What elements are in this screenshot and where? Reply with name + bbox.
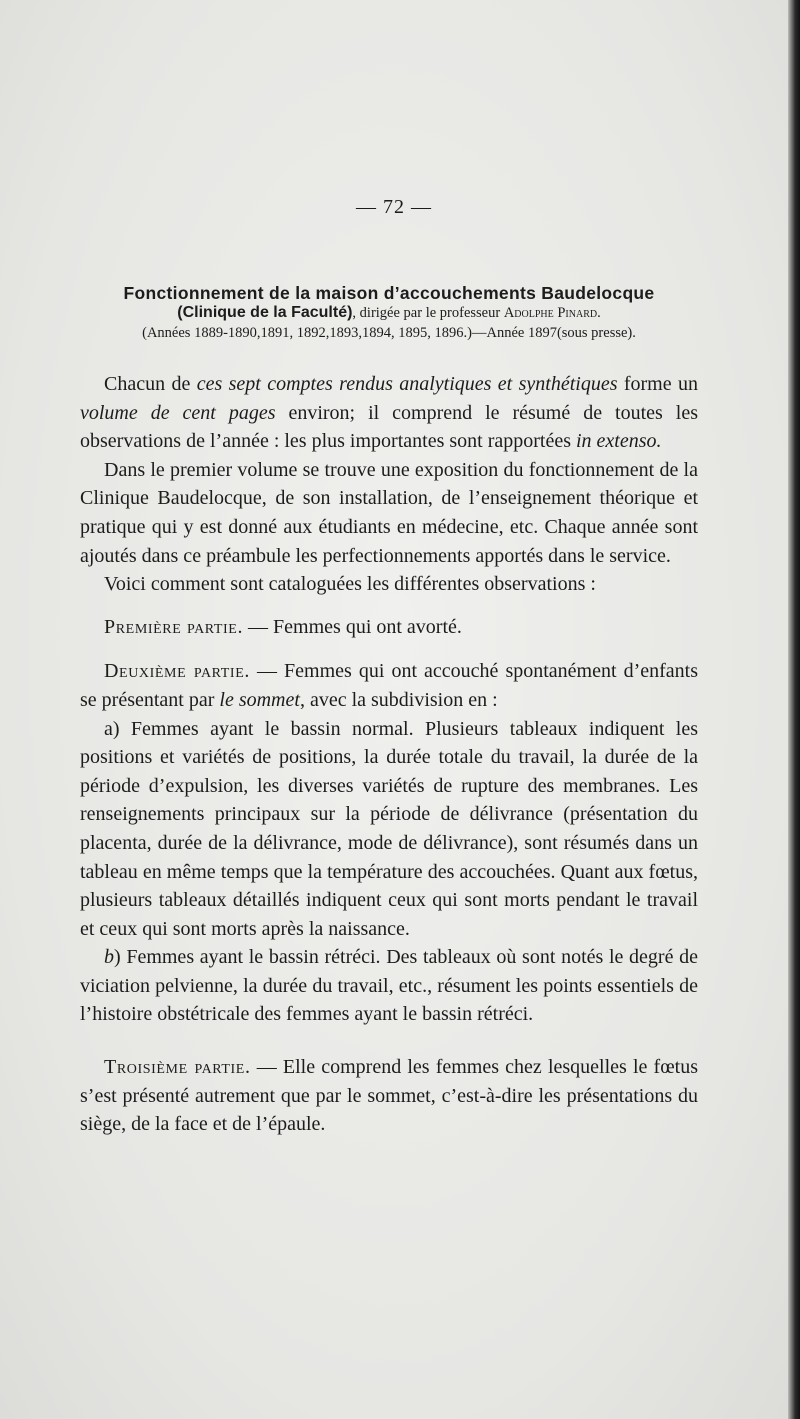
part-two: Deuxième partie. — Femmes qui ont accouché spontanément d’enfants se présentant par le sommet, avec la subdivision en : xyxy=(80,660,698,711)
subdivision-a: a) Femmes ayant le bassin normal. Plusieurs tableaux indiquent les positions et variétés de positions, la durée totale du travail, la durée de la période d’expulsion, les diverses variétés de rupture des membranes. Les renseignements principaux sur la période de délivrance (présentation du placenta, durée de la délivrance, mode de délivrance), sont résumés dans un tableau en même temps que la température des accouchées. Quant aux fœtus, plusieurs tableaux détaillés indiquent ceux qui sont morts pendant le travail et ceux qui sont morts après la naissance. xyxy=(80,717,698,940)
heading-years: (Années 1889-1890,1891, 1892,1893,1894, 1895, 1896.)—Année 1897(sous presse). xyxy=(142,325,636,341)
subdivision-b: b) Femmes ayant le bassin rétréci. Des tableaux où sont notés le degré de viciation pelvienne, la durée du travail, etc., résument les points essentiels de l’histoire obstétricale des femmes ayant le bassin rétréci. xyxy=(80,946,698,1026)
part-two-label: Deuxième partie. xyxy=(104,660,250,683)
body-text xyxy=(80,370,698,1139)
paragraph-first-volume: Dans le premier volume se trouve une exposition du fonctionnement de la Clinique Baudelocque, de son installation, de l’enseignement théorique et pratique qui y est donné aux étudiants en médecine, etc. Chaque année sont ajoutés dans ce préambule les perfectionnements apportés dans le service. xyxy=(80,458,698,567)
section-heading xyxy=(80,283,698,343)
part-three: Troisième partie. — Elle comprend les femmes chez lesquelles le fœtus s’est présenté autrement que par le sommet, c’est-à-dire les présentations du siège, de la face et de l’épaule. xyxy=(80,1056,698,1136)
heading-professor: Adolphe Pinard. xyxy=(503,305,601,321)
part-three-label: Troisième partie. xyxy=(104,1056,251,1079)
part-one-label: Première partie. xyxy=(104,615,244,638)
heading-title: Fonctionnement de la maison d’accouchements Baudelocque xyxy=(123,283,655,303)
paragraph-intro: Chacun de ces sept comptes rendus analytiques et synthétiques forme un volume de cent pages environ; il comprend le résumé de toutes les observations de l’année : les plus importantes sont rapportées in extenso. xyxy=(80,373,698,453)
paragraph-catalog: Voici comment sont cataloguées les différentes observations : xyxy=(104,573,596,596)
page-number: — 72 — xyxy=(356,196,432,218)
heading-clinic: (Clinique de la Faculté) xyxy=(177,304,353,321)
page-edge-shadow xyxy=(788,0,800,1419)
part-one: Première partie. — Femmes qui ont avorté. xyxy=(104,615,462,638)
heading-subtitle: (Clinique de la Faculté), dirigée par le professeur Adolphe Pinard. xyxy=(177,304,601,321)
